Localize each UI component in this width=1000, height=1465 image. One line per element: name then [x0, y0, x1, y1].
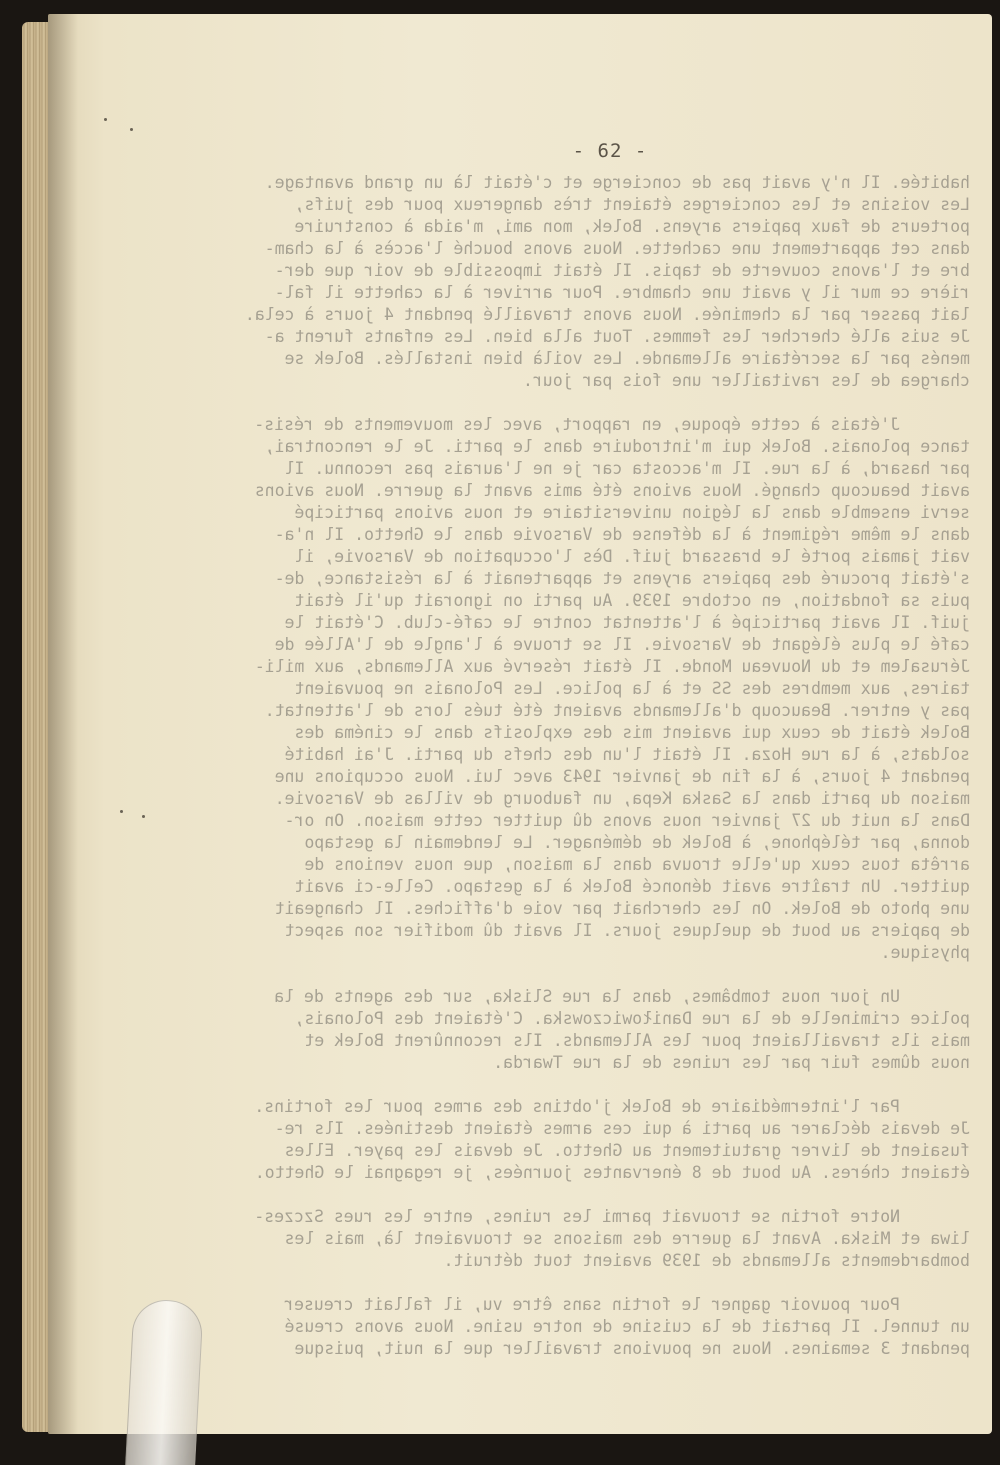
paragraph: [150, 414, 970, 964]
text-line: avait beaucoup changé. Nous avions été amis avant la guerre. Nous avions: [254, 481, 970, 500]
paragraph: [150, 1096, 970, 1184]
text-line: Jérusalem et du Nouveau Monde. Il était réservé aux Allemands, aux mili-: [254, 657, 970, 676]
ink-speck: [130, 128, 133, 131]
text-line: nous dûmes fuir par les ruines de la rue Twarda.: [493, 1053, 970, 1072]
text-line: chargea de les ravitailler une fois par jour.: [522, 371, 970, 390]
text-line: Par l'intermédiaire de Bolek j'obtins des armes pour les fortins.: [254, 1097, 900, 1116]
text-line: juif. Il avait participé à l'attentat contre le café-club. C'était le: [284, 613, 970, 632]
text-line: physique.: [880, 943, 970, 962]
paragraph: [150, 986, 970, 1074]
text-line: donna, par téléphone, à Bolek de déménager. Le lendemain la gestapo: [304, 833, 970, 852]
text-line: Notre fortin se trouvait parmi les ruines, entre les rues Szczes-: [254, 1207, 900, 1226]
text-line: par hasard, à la rue. Il m'accosta car je ne l'aurais pas reconnu. Il: [284, 459, 970, 478]
text-line: rière ce mur il y avait une chambre. Pour arriver à la cahette il fal-: [274, 283, 970, 302]
ink-speck: [104, 118, 107, 121]
text-line: Un jour nous tombâmes, dans la rue Sliska, sur des agents de la: [274, 987, 900, 1006]
text-line: Bolek était de ceux qui avaient mis des explosifs dans le cinéma des: [294, 723, 970, 742]
text-line: étaient chères. Au bout de 8 énervantes journées, je regagnai le Ghetto.: [254, 1163, 970, 1182]
text-line: Je devais déclarer au parti à qui ces armes étaient destinées. Ils re-: [274, 1119, 970, 1138]
ink-speck: [142, 815, 145, 818]
text-line: dans le même régiment à la défense de Varsovie dans le Ghetto. Il n'a-: [274, 525, 970, 544]
text-line: J'étais à cette époque, en rapport, avec les mouvements de résis-: [254, 415, 900, 434]
text-line: Je suis allé chercher les femmes. Tout alla bien. Les enfants furent a-: [264, 327, 970, 346]
text-line: de papiers au bout de quelques jours. Il avait dû modifier son aspect: [284, 921, 970, 940]
text-line: vait jamais porté le brassard juif. Dès l'occupation de Varsovie, il: [294, 547, 970, 566]
paragraph: [150, 172, 970, 392]
text-line: quitter. Un traître avait dénoncé Bolek à la gestapo. Celle-ci avait: [294, 877, 970, 896]
bleed-through-text: [150, 172, 970, 1382]
gutter-shadow: [48, 14, 78, 1434]
text-line: taires, aux membres des SS et à la police. Les Polonais ne pouvaient: [294, 679, 970, 698]
text-line: bombardements allemands de 1939 avaient tout détruit.: [443, 1251, 970, 1270]
clear-page-holder: [122, 1298, 204, 1465]
text-line: pendant 3 semaines. Nous ne pouvions travailler que la nuit, puisque: [294, 1339, 970, 1358]
text-line: porteurs de faux papiers aryens. Bolek, mon ami, m'aida à construire: [294, 217, 970, 236]
page-number: - 62 -: [572, 140, 648, 162]
text-line: dans cet appartement une cachette. Nous avons bouché l'accès à la cham-: [264, 239, 970, 258]
text-line: une photo de Bolek. On les cherchait par voie d'affiches. Il changeait: [274, 899, 970, 918]
text-line: café le plus élégant de Varsovie. Il se trouve à l'angle de l'Allée de: [274, 635, 970, 654]
text-line: habitée. Il n'y avait pas de concierge et c'était là un grand avantage.: [264, 173, 970, 192]
text-line: servi ensemble dans la légion universitaire et nous avions participé: [294, 503, 970, 522]
text-line: police criminelle de la rue Daniłowiczowska. C'étaient des Polonais,: [294, 1009, 970, 1028]
text-line: pendant 4 jours, à la fin de janvier 1943 avec lui. Nous occupions une: [274, 767, 970, 786]
text-line: Pour pouvoir gagner le fortin sans être vu, il fallait creuser: [284, 1295, 900, 1314]
text-line: maison du parti dans la Saska Kepa, un faubourg de villas de Varsovie.: [274, 789, 970, 808]
text-line: arrêta tous ceux qu'elle trouva dans la maison, que nous venions de: [304, 855, 970, 874]
text-line: liwa et Miska. Avant la guerre des maisons se trouvaient là, mais les: [284, 1229, 970, 1248]
text-line: soldats, à la rue Hoza. Il était l'un des chefs du parti. J'ai habité: [284, 745, 970, 764]
text-line: Les voisins et les concierges étaient très dangereux pour des juifs,: [294, 195, 970, 214]
text-line: mais ils travaillaient pour les Allemands. Ils reconnûrent Bolek et: [304, 1031, 970, 1050]
text-line: tance polonais. Bolek qui m'introduire dans le parti. Je le rencontrai,: [264, 437, 970, 456]
text-line: lait passer par la cheminée. Nous avons travaillé pendant 4 jours à cela.: [244, 305, 970, 324]
text-line: menés par la secrétaire allemande. Les voilà bien installés. Bolek se: [284, 349, 970, 368]
ink-speck: [120, 810, 123, 813]
text-line: pas y entrer. Beaucoup d'allemands avaient été tués lors de l'attentat.: [264, 701, 970, 720]
text-line: s'était procuré des papiers aryens et appartenait à la résistance, de-: [274, 569, 970, 588]
text-line: un tunnel. Il partait de la cuisine de notre usine. Nous avons creusé: [284, 1317, 970, 1336]
text-line: bre et l'avons couverte de tapis. Il était impossible de voir que der-: [274, 261, 970, 280]
text-line: puis sa fondation, en octobre 1939. Au parti on ignorait qu'il était: [294, 591, 970, 610]
text-line: fusaient de livrer gratuitement au Ghetto. Je devais les payer. Elles: [284, 1141, 970, 1160]
paragraph: [150, 1294, 970, 1360]
text-line: Dans la nuit du 27 janvier nous avons dû quitter cette maison. On or-: [284, 811, 970, 830]
paragraph: [150, 1206, 970, 1272]
